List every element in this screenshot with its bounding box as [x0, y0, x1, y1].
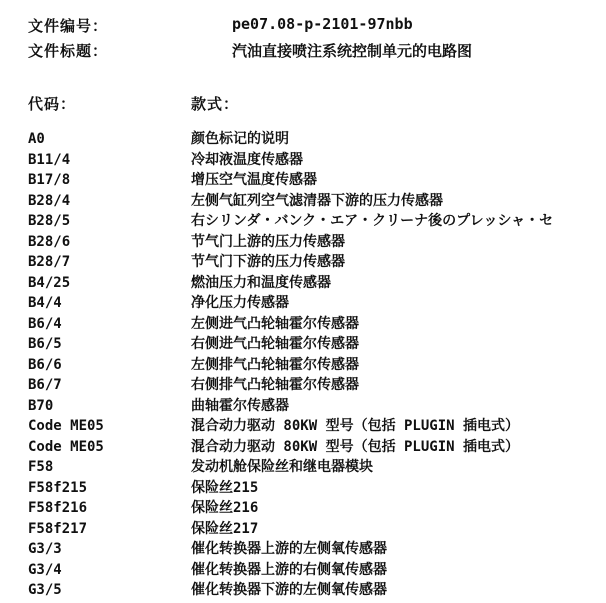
component-description: 右侧进气凸轮轴霍尔传感器	[191, 336, 359, 352]
component-description: 保险丝217	[191, 520, 259, 537]
file-number-label: 文件编号：	[28, 17, 109, 35]
list-item	[0, 150, 606, 171]
component-code: B17/8	[28, 172, 71, 188]
component-code: F58f215	[28, 479, 88, 496]
component-code: B6/6	[28, 356, 62, 373]
code-column-header: 代码：	[28, 95, 77, 113]
component-code: B70	[28, 397, 54, 414]
list-item	[0, 232, 606, 253]
component-code: B6/5	[28, 336, 62, 352]
component-code: Code ME05	[28, 418, 104, 434]
component-list	[0, 129, 606, 601]
component-code: B6/4	[28, 315, 62, 332]
component-description: 节气门下游的压力传感器	[191, 254, 345, 270]
list-item	[0, 580, 606, 601]
component-code: G3/4	[28, 561, 62, 578]
component-code: B28/5	[28, 213, 71, 229]
component-code: G3/3	[28, 541, 62, 557]
component-code: B6/7	[28, 377, 62, 393]
component-description: 保险丝216	[191, 500, 259, 516]
component-description: 右侧排气凸轮轴霍尔传感器	[191, 377, 359, 393]
list-item	[0, 437, 606, 458]
component-description: 保险丝215	[191, 479, 259, 496]
list-item	[0, 334, 606, 355]
component-description: 燃油压力和温度传感器	[191, 274, 331, 291]
file-title-value: 汽油直接喷注系统控制单元的电路图	[232, 42, 473, 60]
component-code: Code ME05	[28, 438, 104, 455]
list-item	[0, 396, 606, 417]
list-item	[0, 416, 606, 437]
component-description: 发动机舱保险丝和继电器模块	[191, 459, 373, 475]
component-description: 混合动力驱动 80KW 型号（包括 PLUGIN 插电式）	[191, 418, 520, 434]
list-item	[0, 355, 606, 376]
component-description: 左侧排气凸轮轴霍尔传感器	[191, 356, 359, 373]
component-code: B4/4	[28, 295, 62, 311]
component-description: 混合动力驱动 80KW 型号（包括 PLUGIN 插电式）	[191, 438, 520, 455]
list-item	[0, 191, 606, 212]
list-item	[0, 129, 606, 150]
list-item	[0, 273, 606, 294]
component-description: 右シリンダ・バンク・エア・クリーナ後のプレッシャ・セ	[191, 213, 554, 229]
list-item	[0, 252, 606, 273]
component-description: 催化转换器下游的左侧氧传感器	[191, 582, 387, 598]
component-code: B4/25	[28, 274, 71, 291]
component-code: A0	[28, 131, 45, 147]
component-description: 左侧气缸列空气滤清器下游的压力传感器	[191, 192, 443, 209]
component-description: 催化转换器上游的右侧氧传感器	[191, 561, 387, 578]
file-title-label: 文件标题：	[28, 42, 109, 60]
list-item	[0, 375, 606, 396]
list-item	[0, 457, 606, 478]
component-code: B11/4	[28, 151, 71, 168]
component-code: F58f216	[28, 500, 88, 516]
component-code: F58	[28, 459, 54, 475]
component-code: B28/7	[28, 254, 71, 270]
component-description: 节气门上游的压力传感器	[191, 233, 345, 250]
component-code: B28/6	[28, 233, 71, 250]
component-description: 增压空气温度传感器	[191, 172, 317, 188]
component-code: F58f217	[28, 520, 88, 537]
component-description: 曲轴霍尔传感器	[191, 397, 289, 414]
component-description: 颜色标记的说明	[191, 131, 289, 147]
component-description: 冷却液温度传感器	[191, 151, 303, 168]
list-item	[0, 211, 606, 232]
style-column-header: 款式：	[191, 95, 240, 113]
list-item	[0, 314, 606, 335]
file-number-value: pe07.08-p-2101-97nbb	[232, 15, 413, 33]
component-code: G3/5	[28, 582, 62, 598]
component-description: 左侧进气凸轮轴霍尔传感器	[191, 315, 359, 332]
list-item	[0, 498, 606, 519]
list-item	[0, 478, 606, 499]
list-item	[0, 519, 606, 540]
list-item	[0, 539, 606, 560]
list-item	[0, 560, 606, 581]
component-code: B28/4	[28, 192, 71, 209]
list-item	[0, 293, 606, 314]
component-description: 净化压力传感器	[191, 295, 289, 311]
list-item	[0, 170, 606, 191]
component-description: 催化转换器上游的左侧氧传感器	[191, 541, 387, 557]
